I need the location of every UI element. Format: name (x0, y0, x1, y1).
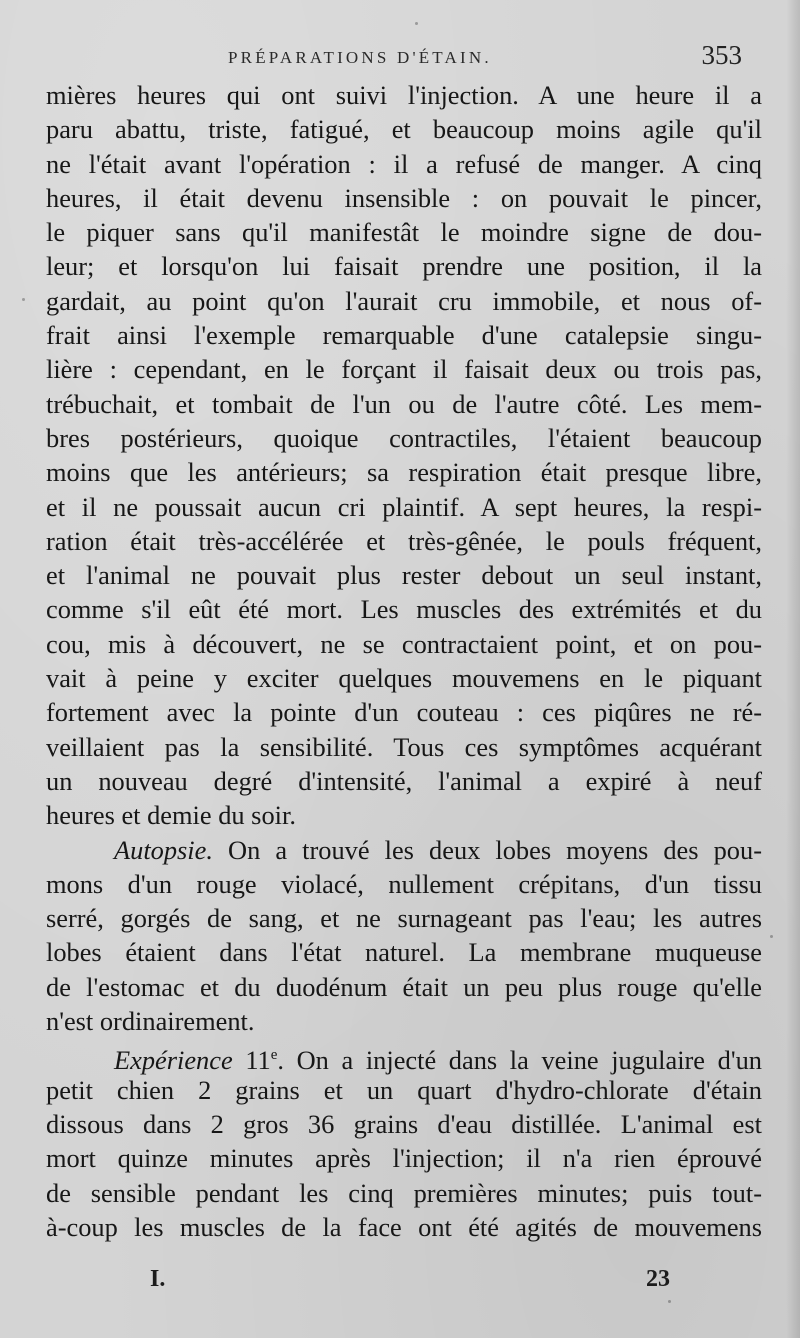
text-line: ne l'était avant l'opération : il a refusé de manger. A cinq (46, 148, 762, 179)
running-title: PRÉPARATIONS D'ÉTAIN. (228, 48, 492, 67)
paper-speck (668, 1300, 671, 1303)
text-line: gardait, au point qu'on l'aurait cru immobile, et nous of- (46, 285, 762, 316)
text-line: mort quinze minutes après l'injection; il n'a rien éprouvé (46, 1143, 762, 1174)
text-line: dissous dans 2 gros 36 grains d'eau distillée. L'animal est (46, 1108, 762, 1139)
text-line: ration était très-accélérée et très-gênée, le pouls fréquent, (46, 525, 762, 556)
text-line: paru abattu, triste, fatigué, et beaucoup moins agile qu'il (46, 114, 762, 145)
text-line: mières heures qui ont suivi l'injection. A une heure il a (46, 80, 762, 110)
text-line: petit chien 2 grains et un quart d'hydro-chlorate d'étain (46, 1074, 762, 1105)
text-line: le piquer sans qu'il manifestât le moindre signe de dou- (46, 217, 762, 248)
text-line: frait ainsi l'exemple remarquable d'une catalepsie singu- (46, 320, 762, 351)
autopsie-heading: Autopsie. (114, 834, 213, 865)
text-line: veillaient pas la sensibilité. Tous ces symptômes acquérant (46, 731, 762, 762)
signature-mark-volume: I. (150, 1266, 166, 1292)
experience-first-line-text: . On a injecté dans la veine jugulaire d'un (277, 1045, 762, 1076)
text-line: vait à peine y exciter quelques mouvemens en le piquant (46, 663, 762, 694)
signature-mark-gathering: 23 (646, 1266, 670, 1292)
experience-heading: Expérience (114, 1045, 233, 1076)
autopsie-paragraph-first-line (46, 833, 762, 867)
text-line: lière : cependant, en le forçant il faisait deux ou trois pas, (46, 354, 762, 385)
page-number: 353 (701, 40, 742, 70)
text-line: de sensible pendant les cinq premières minutes; puis tout- (46, 1177, 762, 1208)
experience-paragraph-first-line (46, 1038, 762, 1076)
text-line: n'est ordinairement. (46, 1006, 255, 1037)
text-line: moins que les antérieurs; sa respiration était presque libre, (46, 457, 762, 488)
text-line: heures, il était devenu insensible : on pouvait le pincer, (46, 182, 762, 213)
text-line: un nouveau degré d'intensité, l'animal a expiré à neuf (46, 765, 762, 796)
paper-speck (415, 22, 418, 25)
page-edge-shadow (786, 0, 800, 1338)
text-line: à-coup les muscles de la face ont été agités de mouvemens (46, 1211, 762, 1242)
experience-number-suffix: e (270, 1047, 278, 1064)
text-line: serré, gorgés de sang, et ne surnageant pas l'eau; les autres (46, 903, 762, 934)
text-line: et il ne poussait aucun cri plaintif. A sept heures, la respi- (46, 491, 762, 522)
text-line: trébuchait, et tombait de l'un ou de l'autre côté. Les mem- (46, 388, 762, 419)
text-line: bres postérieurs, quoique contractiles, l'étaient beaucoup (46, 422, 762, 453)
page-footer (150, 1266, 670, 1306)
autopsie-first-line-text: On a trouvé les deux lobes moyens des pou- (212, 834, 762, 865)
text-line: de l'estomac et du duodénum était un peu plus rouge qu'elle (46, 971, 762, 1002)
text-line: fortement avec la pointe d'un couteau : ces piqûres ne ré- (46, 697, 762, 728)
text-line: et l'animal ne pouvait plus rester debout un seul instant, (46, 560, 762, 591)
body-text (46, 78, 762, 1244)
paper-speck (22, 298, 25, 301)
paper-speck (770, 935, 773, 938)
text-line: lobes étaient dans l'état naturel. La membrane muqueuse (46, 937, 762, 968)
text-line: heures et demie du soir. (46, 800, 296, 831)
text-line: leur; et lorsqu'on lui faisait prendre une position, il la (46, 251, 762, 282)
experience-number: 11 (245, 1045, 271, 1076)
text-line: mons d'un rouge violacé, nullement crépitans, d'un tissu (46, 868, 762, 899)
text-line: cou, mis à découvert, ne se contractaient point, et on pou- (46, 628, 762, 659)
text-line: comme s'il eût été mort. Les muscles des extrémités et du (46, 594, 762, 625)
page-header (228, 40, 742, 76)
